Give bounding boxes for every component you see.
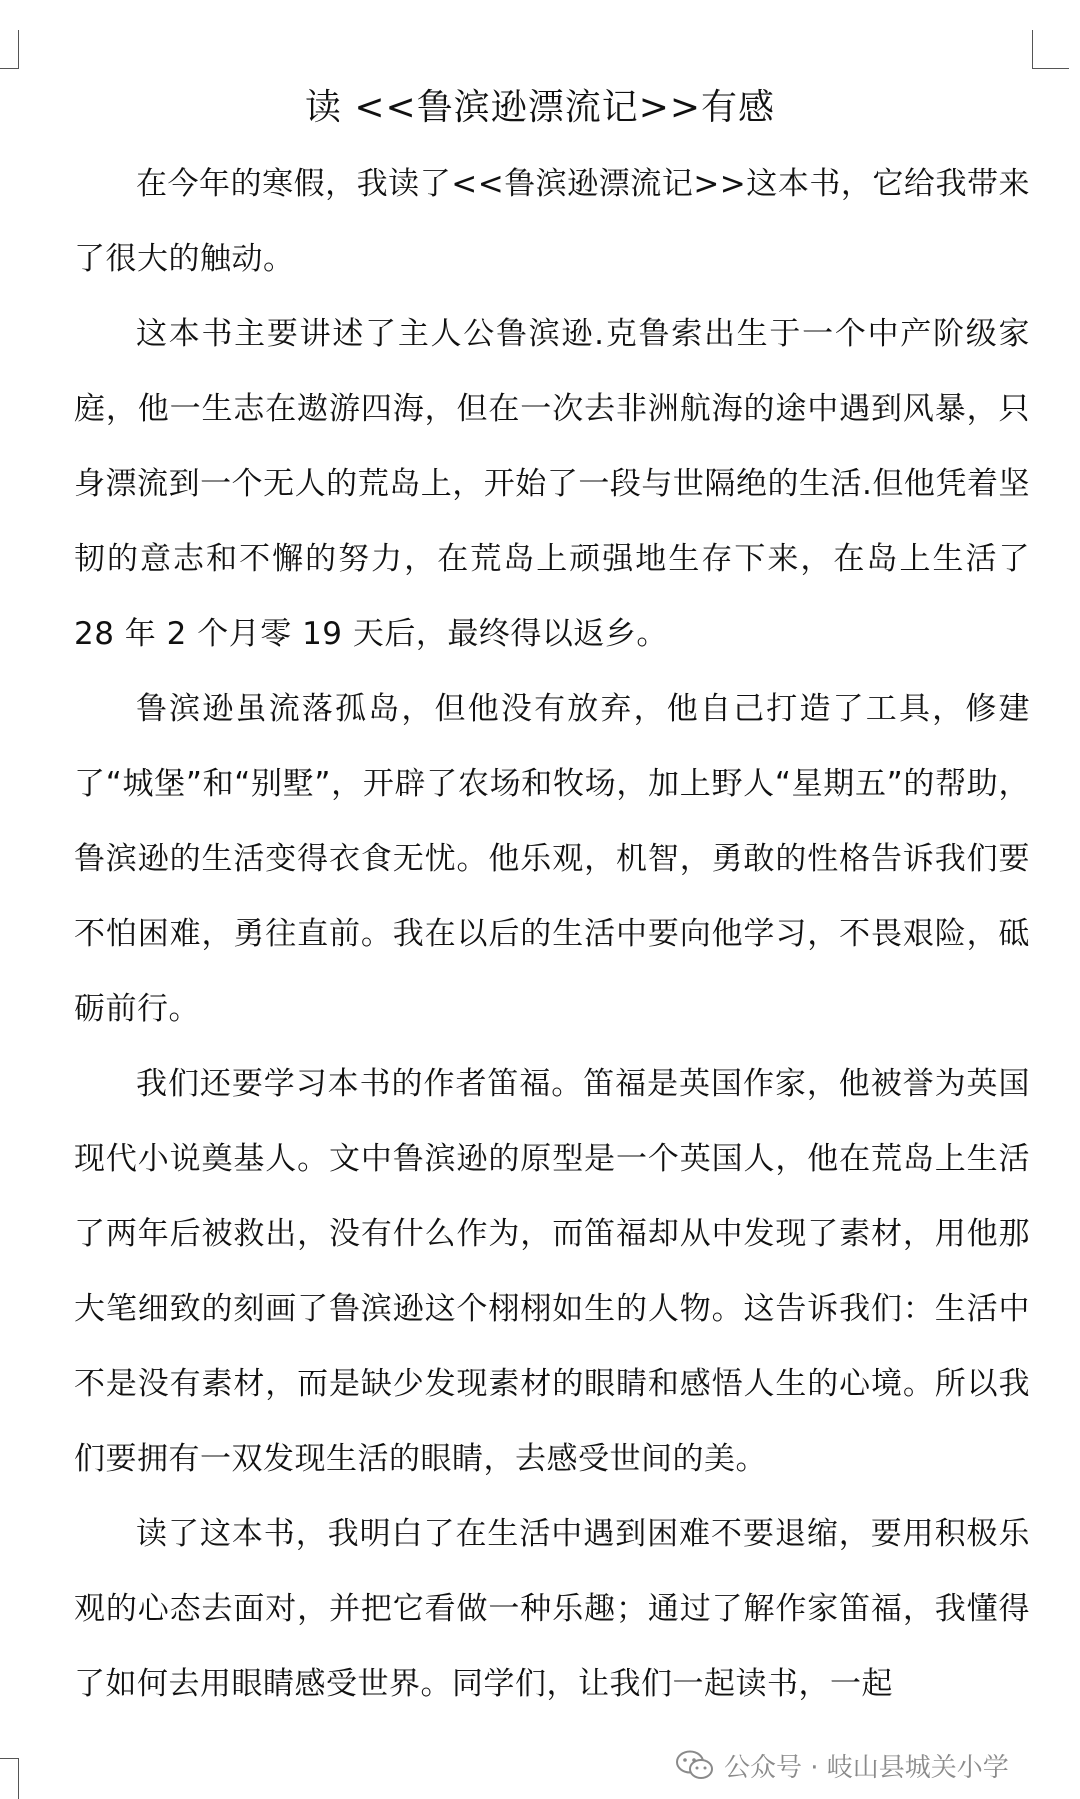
paragraph-4: 我们还要学习本书的作者笛福。笛福是英国作家，他被誉为英国现代小说奠基人。文中鲁滨逊的原型是一个英国人，他在荒岛上生活了两年后被救出，没有什么作为，而笛福却从中发现了素材，用他那大笔细致的刻画了鲁滨逊这个栩栩如生的人物。这告诉我们：生活中不是没有素材，而是缺少发现素材的眼睛和感悟人生的心境。所以我们要拥有一双发现生活的眼睛，去感受世间的美。 bbox=[74, 1066, 1030, 1477]
watermark bbox=[676, 1745, 1009, 1785]
crop-mark-top-right bbox=[1032, 30, 1069, 69]
paragraph-5: 读了这本书，我明白了在生活中遇到困难不要退缩，要用积极乐观的心态去面对，并把它看做一种乐趣；通过了解作家笛福，我懂得了如何去用眼睛感受世界。同学们，让我们一起读书，一起 bbox=[74, 1516, 1030, 1702]
paragraph-1: 在今年的寒假，我读了<<鲁滨逊漂流记>>这本书，它给我带来了很大的触动。 bbox=[74, 166, 1030, 277]
watermark-text: 公众号 · 岐山县城关小学 bbox=[724, 1752, 1009, 1783]
essay-body bbox=[74, 147, 1030, 1722]
wechat-icon bbox=[676, 1750, 714, 1780]
paragraph-2: 这本书主要讲述了主人公鲁滨逊.克鲁索出生于一个中产阶级家庭，他一生志在遨游四海，但在一次去非洲航海的途中遇到风暴，只身漂流到一个无人的荒岛上，开始了一段与世隔绝的生活.但他凭着坚韧的意志和不懈的努力，在荒岛上顽强地生存下来，在岛上生活了 28 年 2 个月零 19 天后，最终得以返乡。 bbox=[74, 316, 1030, 652]
crop-mark-top-left bbox=[0, 30, 19, 69]
paragraph-3: 鲁滨逊虽流落孤岛，但他没有放弃，他自己打造了工具，修建了“城堡”和“别墅”，开辟了农场和牧场，加上野人“星期五”的帮助，鲁滨逊的生活变得衣食无忧。他乐观，机智，勇敢的性格告诉我们要不怕困难，勇往直前。我在以后的生活中要向他学习，不畏艰险，砥砺前行。 bbox=[74, 691, 1030, 1027]
essay-title: 读 <<鲁滨逊漂流记>>有感 bbox=[304, 87, 776, 128]
crop-mark-bottom-left bbox=[0, 1758, 19, 1799]
